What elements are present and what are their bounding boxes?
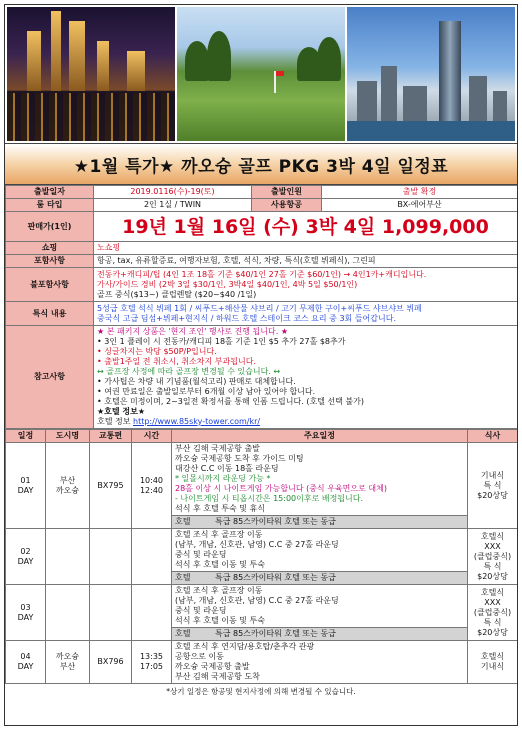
excluded-line: 가사/가이드 경비 (2박 3일 $30/1인, 3박4일 $40/1인, 4박 5일 $50/1인): [97, 279, 358, 289]
schedule-line: 28홀 이상 시 나이트게임 가능합니다 (중식 우육면으로 대체): [175, 484, 387, 493]
excluded-line: 골프 중식($13~) 클럽렌탈 ($20~$40 /1일): [97, 289, 257, 299]
note-line: • 가사팁은 차량 내 기념품(월석고리) 판매로 대체합니다.: [97, 377, 296, 386]
skyline-photo: [347, 7, 515, 141]
flight-cell: [90, 585, 132, 641]
hotel-info-prefix: 호텔 정보: [97, 417, 133, 426]
city-night-photo: [7, 7, 175, 141]
info-table: [5, 185, 518, 429]
schedule-line: 공항으로 이동: [175, 652, 224, 661]
header-transport: 교통편: [90, 430, 132, 443]
hotel-name: 특급 85스카이타워 호텔 또는 동급: [215, 573, 336, 582]
flight-cell: [90, 529, 132, 585]
flight-cell: BX796: [90, 641, 132, 684]
city-cell: 부산 까오슝: [46, 443, 90, 529]
note-line: ★ 본 패키지 상품은 '현지 조인' 행사로 진행 됩니다. ★: [97, 327, 289, 336]
day-cell: 02 DAY: [6, 529, 46, 585]
day-cell: 01 DAY: [6, 443, 46, 529]
header-day: 일정: [6, 430, 46, 443]
photo-strip: [5, 5, 517, 143]
city-cell: 까오슝 부산: [46, 641, 90, 684]
time-cell: 13:35 17:05: [132, 641, 172, 684]
day-cell: 03 DAY: [6, 585, 46, 641]
schedule-line: * 일몰시까지 라운딩 가능 *: [175, 474, 271, 483]
hotel-tag: 호텔: [175, 629, 191, 638]
schedule-line: 호텔 조식 후 연지담/용호탑/춘추각 관광: [175, 642, 315, 651]
shopping-value: 노쇼핑: [94, 242, 518, 255]
airline-value: BX-에어부산: [322, 199, 518, 212]
excluded-value: [94, 268, 518, 302]
schedule-line: 석식 후 호텔 이동 및 투숙: [175, 560, 265, 569]
golf-course-photo: [177, 7, 345, 141]
day-cell: 04 DAY: [6, 641, 46, 684]
note-line: • 여권 만료일은 출발일로부터 6개월 이상 남아 있어야 합니다.: [97, 387, 316, 396]
departure-label: 출발일자: [6, 186, 94, 199]
itinerary-body: [6, 443, 518, 684]
excluded-line: 전동카+캐디피/팁 (4인 1조 18홀 기준 $40/1인 27홀 기준 $60/1인) → 4인1카+캐디입니다.: [97, 269, 427, 279]
meal-cell: 기내식 특 식 $20상당: [468, 443, 518, 529]
header-time: 시간: [132, 430, 172, 443]
document-title: ★1월 특가★ 까오슝 골프 PKG 3박 4일 일정표: [5, 143, 517, 185]
hotel-cell: [172, 628, 468, 641]
note-line: • 출발1주일 전 취소시, 취소차지 부과됩니다.: [97, 357, 256, 366]
flight-cell: BX795: [90, 443, 132, 529]
schedule-line: 대강산 C.C 이동 18홀 라운딩: [175, 464, 279, 473]
header-meal: 식사: [468, 430, 518, 443]
schedule-line: 호텔 조식 후 골프장 이동: [175, 586, 263, 595]
itinerary-document: [4, 4, 518, 726]
schedule-line: 중식 및 라운딩: [175, 606, 227, 615]
schedule-line: 호텔 조식 후 골프장 이동: [175, 530, 263, 539]
schedule-cell: [172, 529, 468, 572]
schedule-line: 부산 김해 국제공항 도착: [175, 672, 260, 681]
itinerary-row: [6, 641, 518, 684]
hotel-tag: 호텔: [175, 517, 191, 526]
itinerary-row: [6, 443, 518, 516]
footer-note: *상기 일정은 항공및 현지사정에 의해 변경될 수 있습니다.: [166, 687, 356, 696]
hotel-cell: [172, 572, 468, 585]
notes-label: 참고사항: [6, 326, 94, 429]
schedule-line: 부산 김해 국제공항 출발: [175, 444, 260, 453]
special-value: [94, 302, 518, 326]
schedule-line: 까오슝 국제공항 출발: [175, 662, 250, 671]
included-value: 항공, tax, 유류할증료, 여행자보험, 호텔, 석식, 차량, 특식(호텔 뷔페식), 그린피: [94, 255, 518, 268]
schedule-line: 중식 및 라운딩: [175, 550, 227, 559]
schedule-cell: [172, 443, 468, 516]
itinerary-table: [5, 429, 518, 684]
schedule-cell: [172, 641, 468, 684]
excluded-label: 불포함사항: [6, 268, 94, 302]
special-line: 중국식 고급 딤섬+뷔페+현지식 / 하워드 호텔 스테이크 코스 요리 중 3회 들어갑니다.: [97, 313, 396, 323]
note-line: • 3인 1 플레이 시 전동카/캐디피 18홀 기준 1인 $5 추가 27홀 $8추가: [97, 337, 346, 346]
itinerary-row: [6, 529, 518, 572]
schedule-line: 까오슝 국제공항 도착 후 가이드 미팅: [175, 454, 304, 463]
time-cell: [132, 585, 172, 641]
hotel-tag: 호텔: [175, 573, 191, 582]
special-label: 특식 내용: [6, 302, 94, 326]
note-line: • 호텔은 미정이며, 2~3일전 확정서를 통해 인폼 드립니다. (호텔 선택 불가): [97, 397, 365, 406]
schedule-line: - 나이트게임 시 티옵시간은 15:00이후로 배정됩니다.: [175, 494, 364, 503]
schedule-line: (남부, 개남, 신호관, 남영) C.C 중 27홀 라운딩: [175, 540, 339, 549]
airline-label: 사용항공: [252, 199, 322, 212]
itinerary-row: [6, 585, 518, 628]
people-value: 출발 확정: [322, 186, 518, 199]
city-cell: [46, 585, 90, 641]
hotel-name: 특급 85스카이타워 호텔 또는 동급: [215, 629, 336, 638]
hotel-info-line: [97, 417, 514, 427]
time-cell: [132, 529, 172, 585]
itinerary-header-row: [6, 430, 518, 443]
schedule-line: (남부, 개남, 신호관, 남영) C.C 중 27홀 라운딩: [175, 596, 339, 605]
schedule-line: 석식 후 호텔 이동 및 투숙: [175, 616, 265, 625]
departure-value: 2019.0116(수)-19(토): [94, 186, 252, 199]
header-schedule: 주요일정: [172, 430, 468, 443]
header-city: 도시명: [46, 430, 90, 443]
shopping-label: 쇼핑: [6, 242, 94, 255]
note-line: ↔ 골프장 사정에 따라 골프장 변경될 수 있습니다. ↔: [97, 367, 281, 376]
hotel-name: 특급 85스카이타워 호텔 또는 동급: [215, 517, 336, 526]
time-cell: 10:40 12:40: [132, 443, 172, 529]
special-line: 5성급 호텔 석식 뷔페 1회 / 씨푸드+해산물 샤브리 / 고기 무제한 구이+씨푸드 샤브샤브 뷔페: [97, 303, 422, 313]
price-value: 19년 1월 16일 (수) 3박 4일 1,099,000: [94, 212, 518, 242]
schedule-line: 석식 후 호텔 투숙 및 휴식: [175, 504, 265, 513]
room-value: 2인 1실 / TWIN: [94, 199, 252, 212]
schedule-cell: [172, 585, 468, 628]
price-label: 판매가(1인): [6, 212, 94, 242]
people-label: 출발인원: [252, 186, 322, 199]
hotel-info-link[interactable]: http://www.85sky-tower.com/kr/: [133, 417, 261, 426]
room-label: 룸 타입: [6, 199, 94, 212]
hotel-info-label: ★호텔 정보★: [97, 407, 146, 416]
notes-value: [94, 326, 518, 429]
city-cell: [46, 529, 90, 585]
hotel-cell: [172, 516, 468, 529]
meal-cell: 호텔식 XXX (클럽중식) 특 식 $20상당: [468, 529, 518, 585]
meal-cell: 호텔식 기내식: [468, 641, 518, 684]
note-line: • 싱글차지는 박당 $50P/P입니다.: [97, 347, 217, 356]
included-label: 포함사항: [6, 255, 94, 268]
meal-cell: 호텔식 XXX (클럽중식) 특 식 $20상당: [468, 585, 518, 641]
